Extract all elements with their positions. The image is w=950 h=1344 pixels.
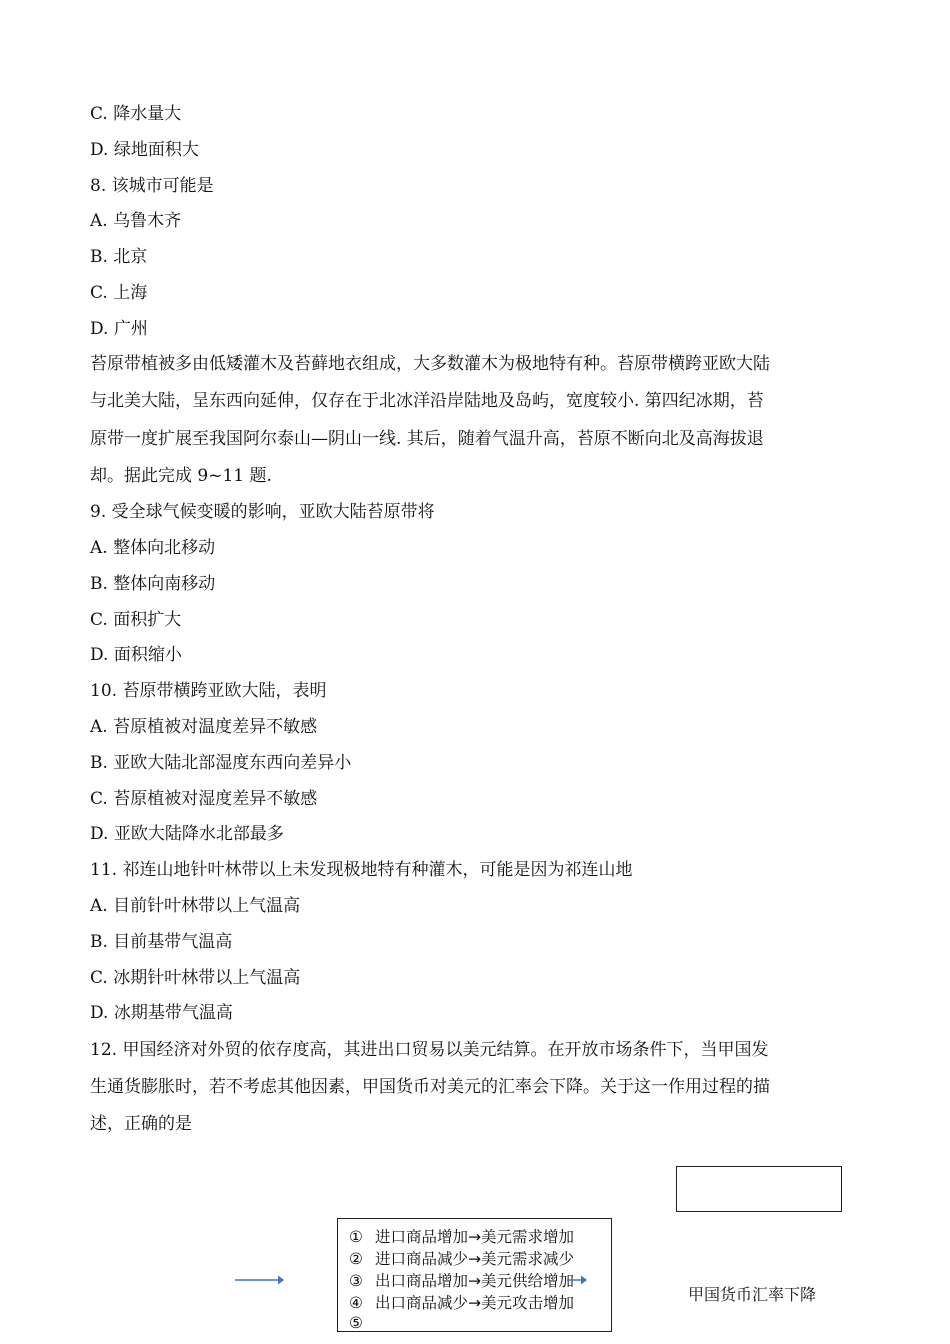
passage-line: 却。据此完成 9~11 题. — [90, 466, 272, 486]
process-option-5 — [349, 1313, 375, 1333]
option-number: ④ — [349, 1294, 363, 1312]
option-a-q8: A. 乌鲁木齐 — [90, 211, 182, 231]
option-b-q9: B. 整体向南移动 — [90, 574, 216, 594]
passage-line: 与北美大陆，呈东西向延伸，仅存在于北冰洋沿岸陆地及岛屿，宽度较小. 第四纪冰期，苔 — [90, 391, 764, 411]
option-c-q7: C. 降水量大 — [90, 104, 182, 124]
result-label: 甲国货币汇率下降 — [688, 1285, 817, 1304]
option-a-q10: A. 苔原植被对温度差异不敏感 — [90, 717, 318, 737]
empty-answer-box — [676, 1166, 842, 1212]
question-10: 10. 苔原带横跨亚欧大陆，表明 — [90, 681, 327, 701]
question-12: 12. 甲国经济对外贸的依存度高，其进出口贸易以美元结算。在开放市场条件下，当甲国发 — [90, 1040, 769, 1060]
passage-line: 苔原带植被多由低矮灌木及苔藓地衣组成，大多数灌木为极地特有种。苔原带横跨亚欧大陆 — [90, 354, 770, 374]
option-d-q9: D. 面积缩小 — [90, 645, 182, 665]
passage-line: 原带一度扩展至我国阿尔泰山—阴山一线. 其后，随着气温升高，苔原不断向北及高海拔退 — [90, 429, 764, 449]
process-option-4 — [349, 1293, 574, 1313]
option-b-q10: B. 亚欧大陆北部湿度东西向差异小 — [90, 753, 352, 773]
option-c-q8: C. 上海 — [90, 283, 148, 303]
option-text: 出口商品增加→美元供给增加 — [375, 1272, 574, 1290]
option-d-q11: D. 冰期基带气温高 — [90, 1003, 233, 1023]
option-number: ③ — [349, 1272, 363, 1290]
option-text: 进口商品减少→美元需求减少 — [375, 1250, 574, 1268]
option-d-q7: D. 绿地面积大 — [90, 140, 199, 160]
question-12-line: 述，正确的是 — [90, 1114, 192, 1134]
option-number: ② — [349, 1250, 363, 1268]
option-number: ⑤ — [349, 1314, 363, 1332]
process-option-1 — [349, 1227, 574, 1247]
question-12-line: 生通货膨胀时，若不考虑其他因素，甲国货币对美元的汇率会下降。关于这一作用过程的描 — [90, 1077, 770, 1097]
option-c-q9: C. 面积扩大 — [90, 610, 182, 630]
option-a-q11: A. 目前针叶林带以上气温高 — [90, 896, 301, 916]
option-b-q8: B. 北京 — [90, 247, 148, 267]
arrow-right-icon — [234, 1272, 284, 1288]
option-d-q8: D. 广州 — [90, 319, 148, 339]
option-a-q9: A. 整体向北移动 — [90, 538, 216, 558]
option-d-q10: D. 亚欧大陆降水北部最多 — [90, 824, 284, 844]
process-option-2 — [349, 1249, 574, 1269]
question-8: 8. 该城市可能是 — [90, 176, 214, 196]
option-b-q11: B. 目前基带气温高 — [90, 932, 233, 952]
option-text: 出口商品减少→美元攻击增加 — [375, 1294, 574, 1312]
option-text: 进口商品增加→美元需求增加 — [375, 1228, 574, 1246]
arrow-right-icon — [566, 1272, 588, 1288]
option-number: ① — [349, 1228, 363, 1246]
option-c-q10: C. 苔原植被对湿度差异不敏感 — [90, 789, 318, 809]
process-option-3 — [349, 1271, 574, 1291]
question-11: 11. 祁连山地针叶林带以上未发现极地特有种灌木，可能是因为祁连山地 — [90, 860, 633, 880]
option-c-q11: C. 冰期针叶林带以上气温高 — [90, 968, 301, 988]
question-9: 9. 受全球气候变暖的影响，亚欧大陆苔原带将 — [90, 502, 435, 522]
